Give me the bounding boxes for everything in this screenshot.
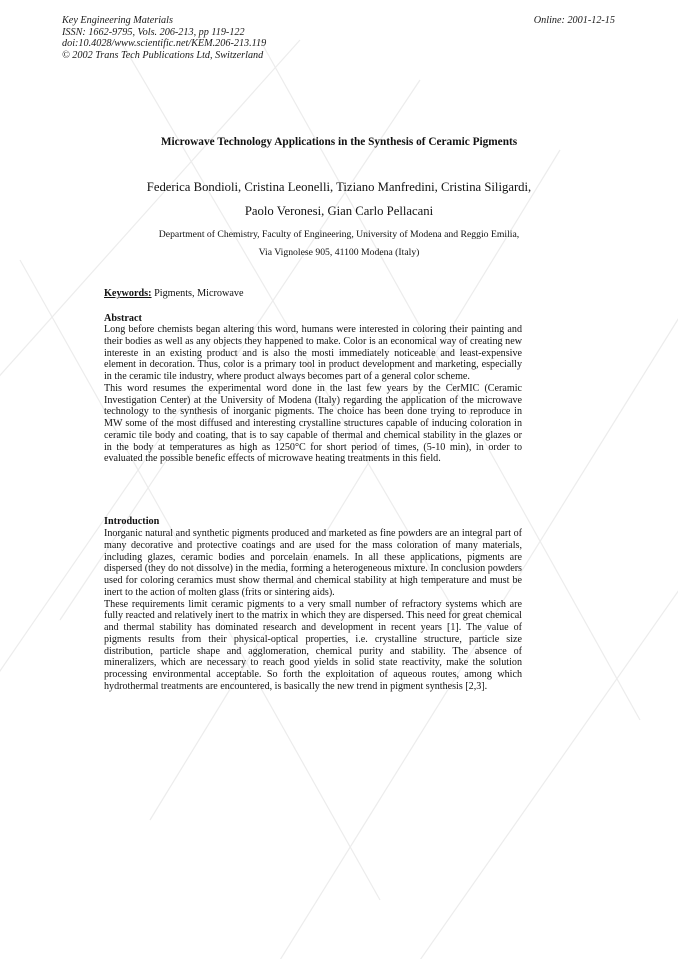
- online-date: Online: 2001-12-15: [533, 15, 615, 26]
- doi-line: doi:10.4028/www.scientific.net/KEM.206-213.119: [62, 38, 267, 50]
- keywords-text: Pigments, Microwave: [151, 288, 244, 299]
- issn-line: ISSN: 1662-9795, Vols. 206-213, pp 119-122: [62, 26, 245, 38]
- keywords: [104, 288, 244, 299]
- copyright-line: © 2002 Trans Tech Publications Ltd, Switzerland: [62, 49, 264, 61]
- abstract-body: [104, 324, 522, 465]
- abstract-paragraph-1: Long before chemists began altering this word, humans were interested in coloring their painting and their bodies as well as any objects they happened to make. Color is an economical way of creating new intereste in an existing product and is also the mosti immediately noticeable and least-expensive element in decoration. Thus, color is a primary tool in product development and marketing, especially in the ceramic tile industry, where product always becomes part of a general color scheme.: [104, 324, 522, 382]
- journal-header: [62, 15, 266, 61]
- affiliation-line-1: Department of Chemistry, Faculty of Engineering, University of Modena and Reggio Emilia,: [158, 229, 520, 240]
- keywords-label: Keywords:: [104, 288, 152, 299]
- introduction-heading: Introduction: [104, 516, 160, 527]
- introduction-paragraph-2: These requirements limit ceramic pigments to a very small number of refractory systems which are fully reacted and relatively inert to the matrix in which they are dispersed. This need for great chemical and thermal stability has dominated research and development in recent years [1]. The value of pigments results from their physical-optical properties, i.e. crystalline structure, particle size distribution, particle shape and agglomeration, chemical purity and stability. The absence of mineralizers, which are necessary to reach good yields in solid state reactivity, make the solution processing environmental acceptable. So forth the exploitation of aqueous routes, among which hydrothermal treatments are encountered, is basically the new trend in pigment synthesis [2,3].: [104, 598, 522, 692]
- abstract-heading: Abstract: [104, 313, 142, 324]
- authors-line-1: Federica Bondioli, Cristina Leonelli, Tiziano Manfredini, Cristina Siligardi,: [146, 180, 532, 194]
- affiliation-line-2: Via Vignolese 905, 41100 Modena (Italy): [258, 247, 420, 258]
- journal-name: Key Engineering Materials: [62, 15, 173, 26]
- introduction-paragraph-1: Inorganic natural and synthetic pigments produced and marketed as fine powders are an integral part of many decorative and protective coatings and are used for the mass coloration of many materials, including glazes, ceramic bodies and porcelain enamels. In all these applications, pigments are dispersed (they do not dissolve) in the media, forming a heterogeneous mixture. In conclusion powders used for coloring ceramics must show thermal and chemical stability at high temperature and must be inert to the action of molten glass (frits or sintering aids).: [104, 528, 522, 598]
- authors-line-2: Paolo Veronesi, Gian Carlo Pellacani: [244, 204, 434, 218]
- paper-title: Microwave Technology Applications in the Synthesis of Ceramic Pigments: [160, 136, 518, 148]
- introduction-body: [104, 528, 522, 693]
- abstract-paragraph-2: This word resumes the experimental word done in the last few years by the CerMIC (Ceramic Investigation Center) at the University of Modena (Italy) regarding the application of the microwave technology to the synthesis of inorganic pigments. The choice has been done trying to reproduce in MW some of the most diffused and interesting crystalline structures capable of inducing coloration in ceramic tile body and coating, that is to say capable of thermal and chemical stability in the glazes or in the body at temperatures as high as 1250°C for short period of times, (5-10 min), in order to evaluated the possible benefic effects of microwave heating treatments in this field.: [104, 382, 522, 465]
